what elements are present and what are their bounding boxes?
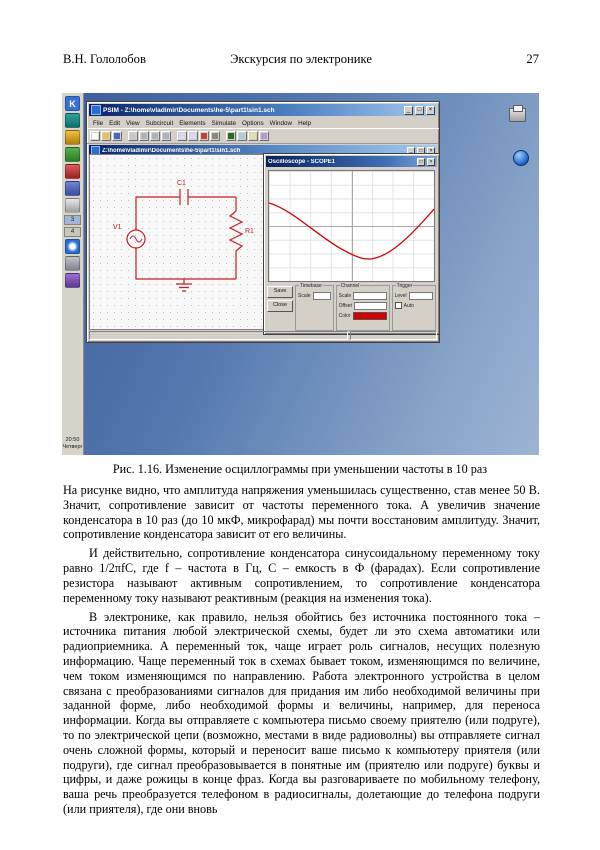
panel-icon-kmail[interactable] bbox=[65, 164, 80, 179]
trigger-group bbox=[392, 285, 436, 331]
channel-scale-input[interactable] bbox=[353, 292, 386, 300]
page-header bbox=[63, 52, 539, 67]
panel-icon-home[interactable] bbox=[65, 130, 80, 145]
menu-item-help[interactable]: Help bbox=[298, 119, 312, 127]
header-author: В.Н. Гололобов bbox=[63, 52, 146, 66]
trigger-level-input[interactable] bbox=[409, 292, 433, 300]
toolbar-separator bbox=[123, 131, 127, 141]
menu-item-simulate[interactable]: Simulate bbox=[211, 119, 236, 127]
desktop-icon-printer[interactable] bbox=[509, 108, 526, 122]
child-minimize-icon[interactable]: _ bbox=[407, 147, 415, 155]
psim-toolbar bbox=[87, 128, 439, 144]
schematic-child-title: Z:\home\vladimir\Documents\he-5\part1\sin1.sch bbox=[102, 147, 241, 154]
toolbar-simview-icon[interactable] bbox=[237, 131, 247, 141]
kde-panel bbox=[62, 93, 84, 455]
psim-statusbar bbox=[89, 331, 437, 340]
oscilloscope-titlebar[interactable] bbox=[266, 156, 437, 167]
figure-caption: Рис. 1.16. Изменение осциллограммы при уменьшении частоты в 10 раз bbox=[112, 462, 488, 476]
trigger-auto-label: Auto bbox=[403, 302, 414, 309]
menu-item-elements[interactable]: Elements bbox=[179, 119, 206, 127]
timebase-group-label: Timebase bbox=[300, 283, 322, 289]
source-label: V1 bbox=[113, 224, 122, 231]
oscilloscope-window bbox=[263, 153, 440, 335]
body-text bbox=[63, 483, 540, 821]
panel-icon-settings[interactable] bbox=[65, 273, 80, 288]
pager-desktop-4[interactable]: 4 bbox=[64, 227, 81, 237]
waveform-trace bbox=[269, 171, 434, 281]
panel-clock bbox=[62, 437, 82, 451]
toolbar-separator bbox=[221, 131, 225, 141]
kmenu-letter: K bbox=[69, 98, 76, 109]
menu-item-subcircuit[interactable]: Subcircuit bbox=[145, 119, 174, 127]
statusbar-coords-segment bbox=[350, 331, 438, 340]
clock-day: Четверг bbox=[62, 444, 83, 450]
toolbar-zoom-in-icon[interactable] bbox=[177, 131, 187, 141]
header-book-title: Экскурсия по электронике bbox=[230, 52, 372, 66]
toolbar-options-icon[interactable] bbox=[259, 131, 269, 141]
trash-icon[interactable] bbox=[65, 256, 80, 271]
channel-scale-label: Scale bbox=[338, 293, 352, 299]
timebase-group bbox=[295, 285, 334, 331]
kmenu-icon[interactable] bbox=[65, 96, 80, 111]
figure-screenshot bbox=[62, 93, 539, 455]
psim-app-icon bbox=[91, 105, 101, 115]
menu-item-file[interactable]: File bbox=[93, 119, 104, 127]
toolbar-elements-icon[interactable] bbox=[248, 131, 258, 141]
panel-icon-help[interactable] bbox=[65, 239, 80, 254]
scope-close-button[interactable]: Close bbox=[267, 300, 293, 312]
clock-time: 20:50 bbox=[65, 437, 80, 443]
pager-desktop-3[interactable]: 3 bbox=[64, 215, 81, 225]
channel-color-label: Color bbox=[338, 313, 351, 319]
child-close-icon[interactable]: × bbox=[427, 147, 435, 155]
scope-button-column bbox=[267, 283, 293, 331]
panel-icon-konsole[interactable] bbox=[65, 181, 80, 196]
toolbar-wire-icon[interactable] bbox=[199, 131, 209, 141]
close-icon[interactable]: × bbox=[426, 106, 435, 115]
oscilloscope-title: Oscilloscope - SCOPE1 bbox=[268, 158, 336, 165]
channel-offset-input[interactable] bbox=[354, 302, 387, 310]
oscilloscope-controls bbox=[267, 283, 436, 331]
scope-close-icon[interactable]: × bbox=[427, 158, 435, 166]
psim-titlebar[interactable] bbox=[89, 104, 437, 116]
toolbar-run-simulation-icon[interactable] bbox=[226, 131, 236, 141]
capacitor-label: C1 bbox=[177, 180, 186, 187]
toolbar-save-icon[interactable] bbox=[112, 131, 122, 141]
paragraph: И действительно, сопротивление конденсатора синусоидальному переменному току равно 1/2πfC, где f – частота в Гц, C – емкость в Ф (фарадах). Если сопротивление резистора называют активным сопротивлением, то сопротивление конденсатора переменному току называют реактивным (реакция на изменения тока). bbox=[63, 546, 540, 605]
timebase-scale-label: Scale bbox=[298, 293, 311, 299]
menu-item-view[interactable]: View bbox=[126, 119, 140, 127]
paragraph: В электронике, как правило, нельзя обойтись без источника постоянного тока – источника питания любой электрической схемы, будет ли это схема автоматики или радиоприемника. А переменный ток, чаще играет роль сигналов, несущих полезную информацию. Чаще переменный ток в схемах бывает током, изменяющимся по величине, чем током изменяющимся по направлению. Работа электронного устройства в целом связана с преобразованиями сигналов для придания им либо необходимой величины при заданной форме, либо необходимой формы и величины, например, для переноса информации. Когда вы отправляете с компьютера письмо своему приятелю (или подруге), то по электрической цепи (возможно, местами в виде радиоволны) вы отправляете сигнал очень сложной формы, который и переносит ваше письмо к компьютеру приятеля (или подруги), где сигнал преобразовывается в понятные им (приятелю или подруге) буквы и цифры, и даже рожицы в конце фраз. Когда вы разговариваете по мобильному телефону, ваша речь преобразуется телефоном в радиосигналы, долетающие до телефона подруги (или приятеля), где они вновь bbox=[63, 609, 540, 817]
channel-group-label: Channel bbox=[340, 283, 360, 289]
panel-icon-editor[interactable] bbox=[65, 198, 80, 213]
toolbar-zoom-out-icon[interactable] bbox=[188, 131, 198, 141]
menu-item-window[interactable]: Window bbox=[269, 119, 293, 127]
toolbar-open-icon[interactable] bbox=[101, 131, 111, 141]
statusbar-message-segment bbox=[89, 331, 348, 340]
toolbar-new-icon[interactable] bbox=[90, 131, 100, 141]
paragraph: На рисунке видно, что амплитуда напряжения уменьшилась существенно, став менее 50 В. Значит, сопротивление зависит от частоты переменного тока. А увеличив значение конденсатора в 10 раз (до 10 мкФ, микрофарад) мы почти восстановим амплитуду. Значит, сопротивление конденсатора зависит от его величины. bbox=[63, 483, 540, 542]
resistor-label: R1 bbox=[245, 228, 254, 235]
trigger-auto-checkbox[interactable] bbox=[395, 302, 402, 309]
panel-icon-desktop[interactable] bbox=[65, 113, 80, 128]
rc-circuit-drawing bbox=[96, 167, 266, 299]
toolbar-copy-icon[interactable] bbox=[150, 131, 160, 141]
header-page-number: 27 bbox=[526, 52, 539, 66]
channel-color-swatch[interactable] bbox=[353, 312, 387, 320]
minimize-icon[interactable]: _ bbox=[404, 106, 413, 115]
psim-menubar bbox=[87, 118, 439, 128]
channel-offset-label: Offset bbox=[338, 303, 352, 309]
timebase-scale-input[interactable] bbox=[313, 292, 331, 300]
scope-save-button[interactable]: Save bbox=[267, 286, 293, 298]
desktop-icon-globe[interactable] bbox=[513, 150, 529, 166]
menu-item-edit[interactable]: Edit bbox=[109, 119, 121, 127]
panel-icon-konqueror[interactable] bbox=[65, 147, 80, 162]
channel-group bbox=[336, 285, 390, 331]
toolbar-label-icon[interactable] bbox=[210, 131, 220, 141]
toolbar-separator bbox=[172, 131, 176, 141]
psim-window bbox=[86, 101, 440, 343]
psim-window-title: PSIM - Z:\home\vladimir\Documents\he-5\part1\sin1.sch bbox=[103, 106, 275, 114]
toolbar-paste-icon[interactable] bbox=[161, 131, 171, 141]
maximize-icon[interactable]: □ bbox=[415, 106, 424, 115]
toolbar-print-icon[interactable] bbox=[128, 131, 138, 141]
trigger-group-label: Trigger bbox=[396, 283, 413, 289]
menu-item-options[interactable]: Options bbox=[241, 119, 264, 127]
scope-maximize-icon[interactable]: □ bbox=[417, 158, 425, 166]
child-maximize-icon[interactable]: □ bbox=[417, 147, 425, 155]
oscilloscope-plot bbox=[268, 170, 435, 282]
toolbar-cut-icon[interactable] bbox=[139, 131, 149, 141]
trigger-level-label: Level bbox=[394, 293, 407, 299]
